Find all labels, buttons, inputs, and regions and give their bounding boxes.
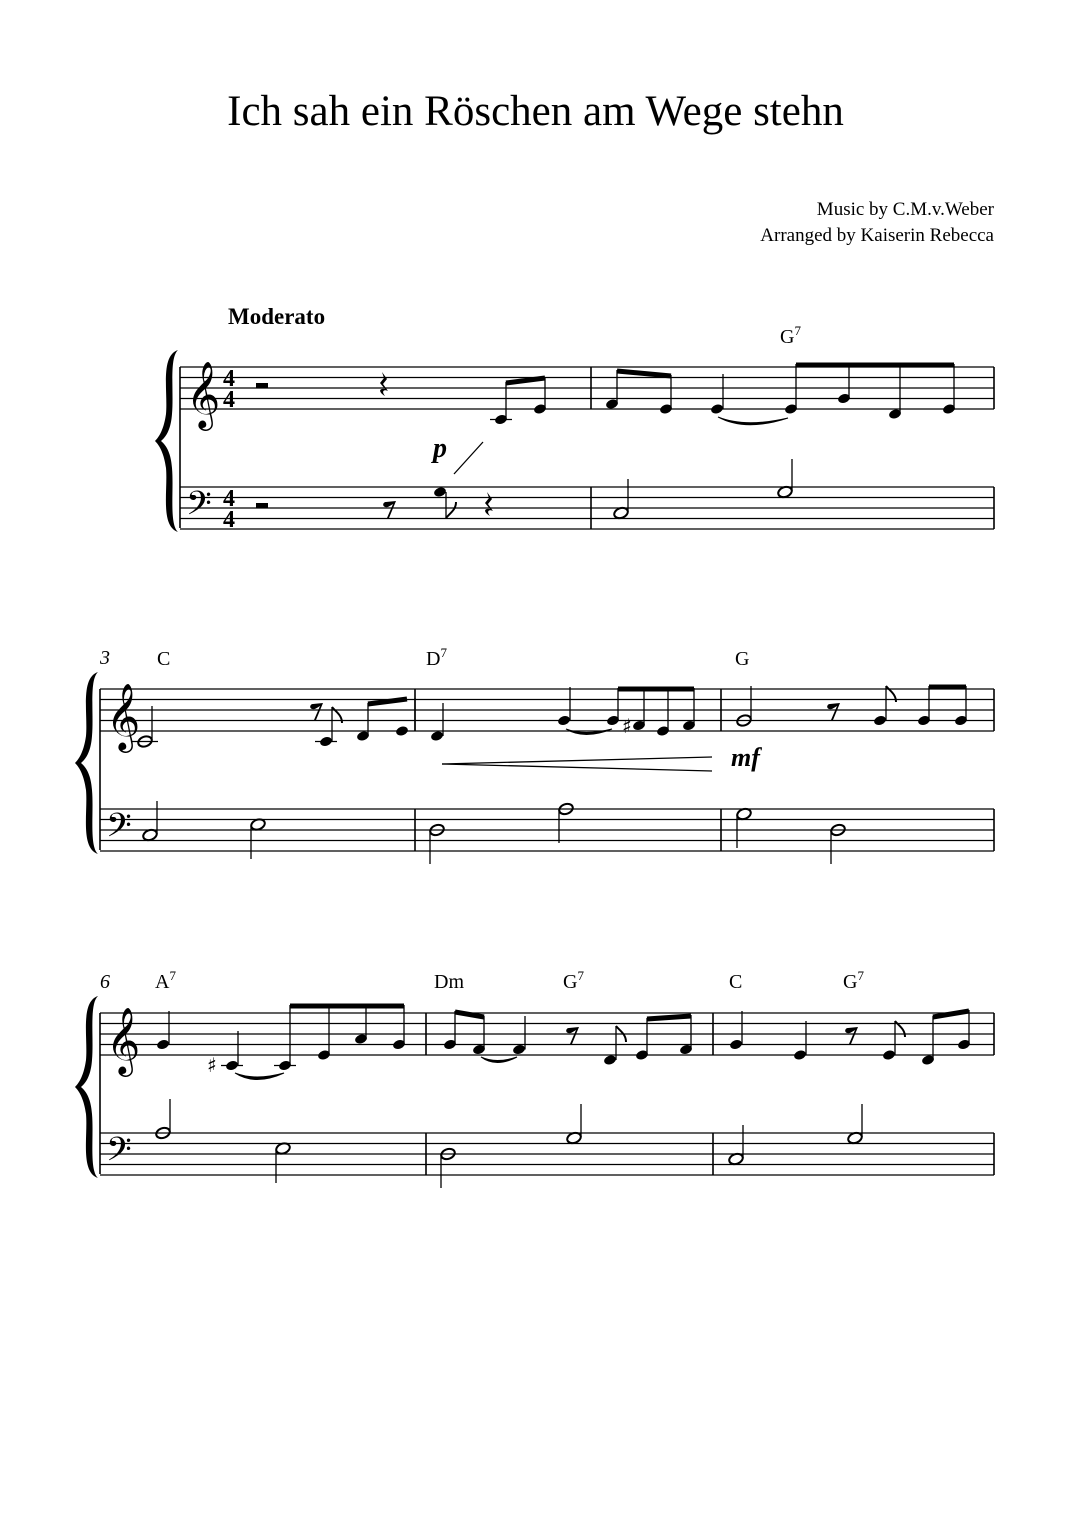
beamed-eighths <box>605 370 673 415</box>
time-sig-numerator-bass: 4 <box>223 486 235 512</box>
eighth-rest-icon <box>827 703 840 720</box>
chord-symbol: $A^7$ <box>155 968 176 993</box>
system-3 <box>75 968 994 1188</box>
half-note <box>613 479 629 520</box>
half-rest <box>256 503 268 508</box>
quarter-note <box>156 1011 170 1051</box>
quarter-note <box>793 1021 807 1061</box>
treble-clef-icon: 𝄞 <box>106 682 141 750</box>
beamed-eighths <box>274 1005 406 1072</box>
chord-symbol: $G^7$ <box>843 968 864 993</box>
time-sig-denominator-bass: 4 <box>223 507 235 533</box>
measure-number: 3 <box>100 647 110 669</box>
eighth-rest-icon <box>310 703 323 720</box>
half-note <box>777 459 793 499</box>
arranger-credit: Arranged by Kaiserin Rebecca <box>760 225 994 246</box>
treble-staff <box>100 1013 994 1055</box>
half-note <box>830 823 846 864</box>
half-note <box>440 1147 456 1188</box>
measure-number: 6 <box>100 971 110 993</box>
dynamic-mezzo-forte: mf <box>731 743 760 772</box>
half-note <box>736 807 752 848</box>
eighth-rest-icon <box>566 1027 579 1044</box>
chord-symbol: $G^7$ <box>563 968 584 993</box>
bass-staff <box>180 487 994 529</box>
quarter-note <box>512 1016 526 1056</box>
half-rest <box>256 383 268 388</box>
tempo-marking: Moderato <box>228 304 326 329</box>
eighth-rest-icon <box>383 501 396 518</box>
sharp-icon: ♯ <box>207 1053 217 1077</box>
chord-symbol: Dm <box>434 971 464 993</box>
beamed-eighths <box>443 1011 486 1056</box>
time-sig-denominator-treble: 4 <box>223 387 235 413</box>
grand-staff-brace <box>155 350 178 532</box>
quarter-rest-icon <box>485 492 493 516</box>
chord-symbol: $D^7$ <box>426 645 447 670</box>
beamed-eighths <box>635 1015 693 1061</box>
dynamic-piano: p <box>433 433 447 464</box>
treble-staff <box>100 689 994 731</box>
half-note <box>736 686 752 727</box>
quarter-rest-icon <box>380 372 388 396</box>
chord-symbol: $G^7$ <box>780 323 801 348</box>
half-note <box>275 1142 291 1183</box>
eighth-note <box>315 707 342 748</box>
half-note <box>155 1099 171 1140</box>
half-note <box>429 823 445 864</box>
half-note <box>728 1125 744 1166</box>
half-note <box>142 801 158 842</box>
bass-clef-icon: 𝄢 <box>106 807 132 853</box>
bass-clef-icon: 𝄢 <box>186 485 212 531</box>
beamed-eighths <box>921 1010 971 1066</box>
page-title: Ich sah ein Röschen am Wege stehn <box>227 88 844 135</box>
treble-staff <box>180 367 994 409</box>
tie <box>235 1073 284 1080</box>
grand-staff-brace <box>75 996 98 1178</box>
treble-clef-icon: 𝄞 <box>106 1006 141 1074</box>
quarter-note <box>710 374 724 415</box>
half-note <box>250 818 266 859</box>
system-2 <box>75 645 994 864</box>
eighth-note <box>603 1026 626 1066</box>
chord-symbol: C <box>157 648 171 670</box>
composer-credit: Music by C.M.v.Weber <box>816 199 994 220</box>
system-1 <box>155 323 994 533</box>
tie <box>481 1057 517 1063</box>
sharp-icon: ♯ <box>622 714 632 738</box>
crescendo-hairpin <box>442 757 712 771</box>
grand-staff-brace <box>75 672 98 854</box>
beamed-eighths <box>490 377 547 426</box>
quarter-note <box>557 687 571 727</box>
bass-staff <box>100 809 994 851</box>
time-sig-numerator-treble: 4 <box>223 366 235 392</box>
chord-symbol: C <box>729 971 743 993</box>
quarter-note <box>729 1011 743 1051</box>
tie <box>718 417 788 425</box>
quarter-note <box>430 703 444 742</box>
chord-symbol: G <box>735 648 750 670</box>
eighth-rest-icon <box>845 1027 858 1044</box>
half-note <box>847 1104 863 1145</box>
beamed-eighths <box>784 364 956 420</box>
half-note <box>566 1104 582 1145</box>
eighth-note <box>433 486 456 518</box>
quarter-note <box>207 1031 243 1077</box>
tie <box>566 729 612 735</box>
bass-clef-icon: 𝄢 <box>106 1131 132 1177</box>
treble-clef-icon: 𝄞 <box>186 360 221 428</box>
half-note <box>558 802 574 843</box>
